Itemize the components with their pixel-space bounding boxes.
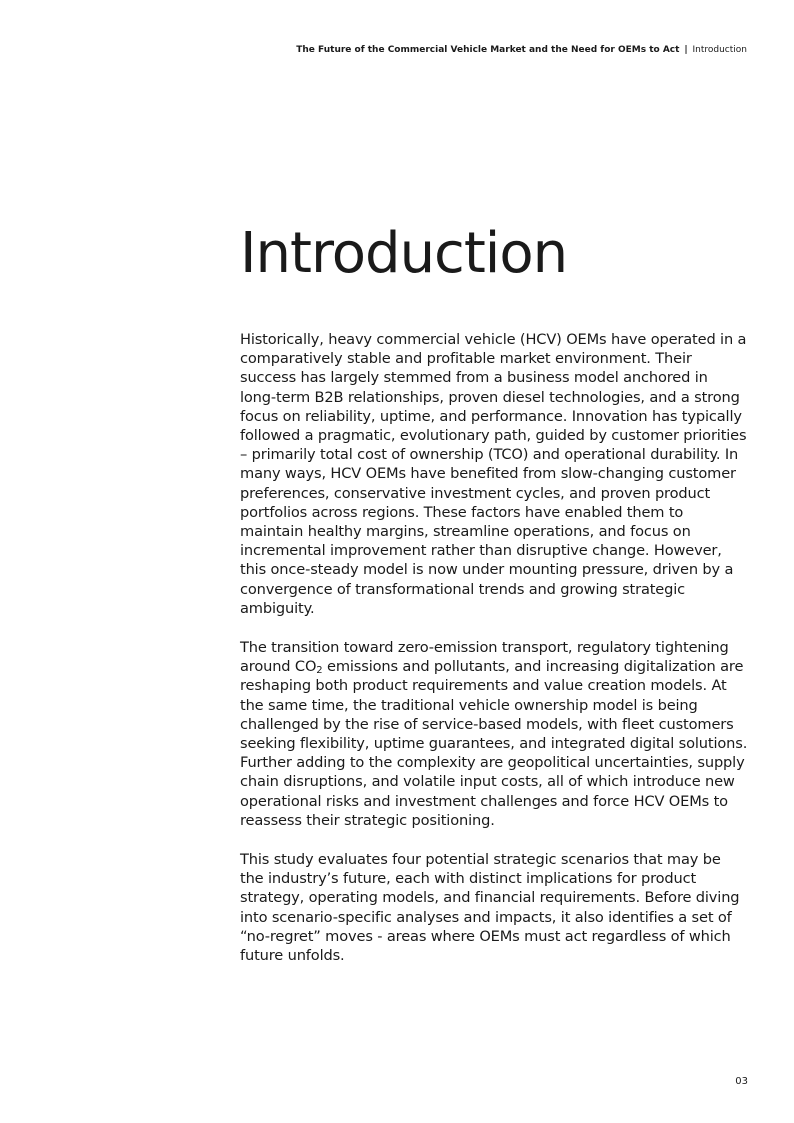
paragraph-3: This study evaluates four potential strategic scenarios that may be the industry’s future, each with distinct implications for product strategy, operating models, and financial requirements. Before diving into scenario-specific analyses and impacts, it also identifies a set of “no-regret” moves - areas where OEMs must act regardless of which future unfolds.: [240, 851, 740, 965]
paragraph-2-part-2: emissions and pollutants, and increasing digitalization are reshaping both product requirements and value creation models. At the same time, the traditional vehicle ownership model is being challenged by the rise of service-based models, with fleet customers seeking flexibility, uptime guarantees, and integrated digital solutions. Further adding to the complexity are geopolitical uncertainties, supply chain disruptions, and volatile input costs, all of which introduce new operational risks and investment challenges and force HCV OEMs to reassess their strategic positioning.: [240, 658, 748, 829]
paragraph-2: [240, 638, 748, 830]
running-header: [296, 44, 747, 56]
running-header-document-title: The Future of the Commercial Vehicle Market and the Need for OEMs to Act: [296, 45, 680, 55]
co2-subscript: 2: [316, 665, 323, 677]
page-number: 03: [735, 1076, 748, 1087]
page-title: Introduction: [240, 221, 568, 286]
body-text: [240, 330, 748, 985]
co2-base: CO: [294, 658, 317, 676]
paragraph-2-part-1: The transition toward zero-emission transport, regulatory tightening around: [240, 639, 729, 676]
paragraph-1: Historically, heavy commercial vehicle (HCV) OEMs have operated in a comparatively stable and profitable market environment. Their success has largely stemmed from a business model anchored in long-term B2B relationships, proven diesel technologies, and a strong focus on reliability, uptime, and performance. Innovation has typically followed a pragmatic, evolutionary path, guided by customer priorities – primarily total cost of ownership (TCO) and operational durability. In many ways, HCV OEMs have benefited from slow-changing customer preferences, conservative investment cycles, and proven product portfolios across regions. These factors have enabled them to maintain healthy margins, streamline operations, and focus on incremental improvement rather than disruptive change. However, this once-steady model is now under mounting pressure, driven by a convergence of transformational trends and growing strategic ambiguity.: [240, 331, 747, 617]
running-header-section: Introduction: [692, 45, 747, 55]
running-header-separator: |: [684, 45, 688, 55]
